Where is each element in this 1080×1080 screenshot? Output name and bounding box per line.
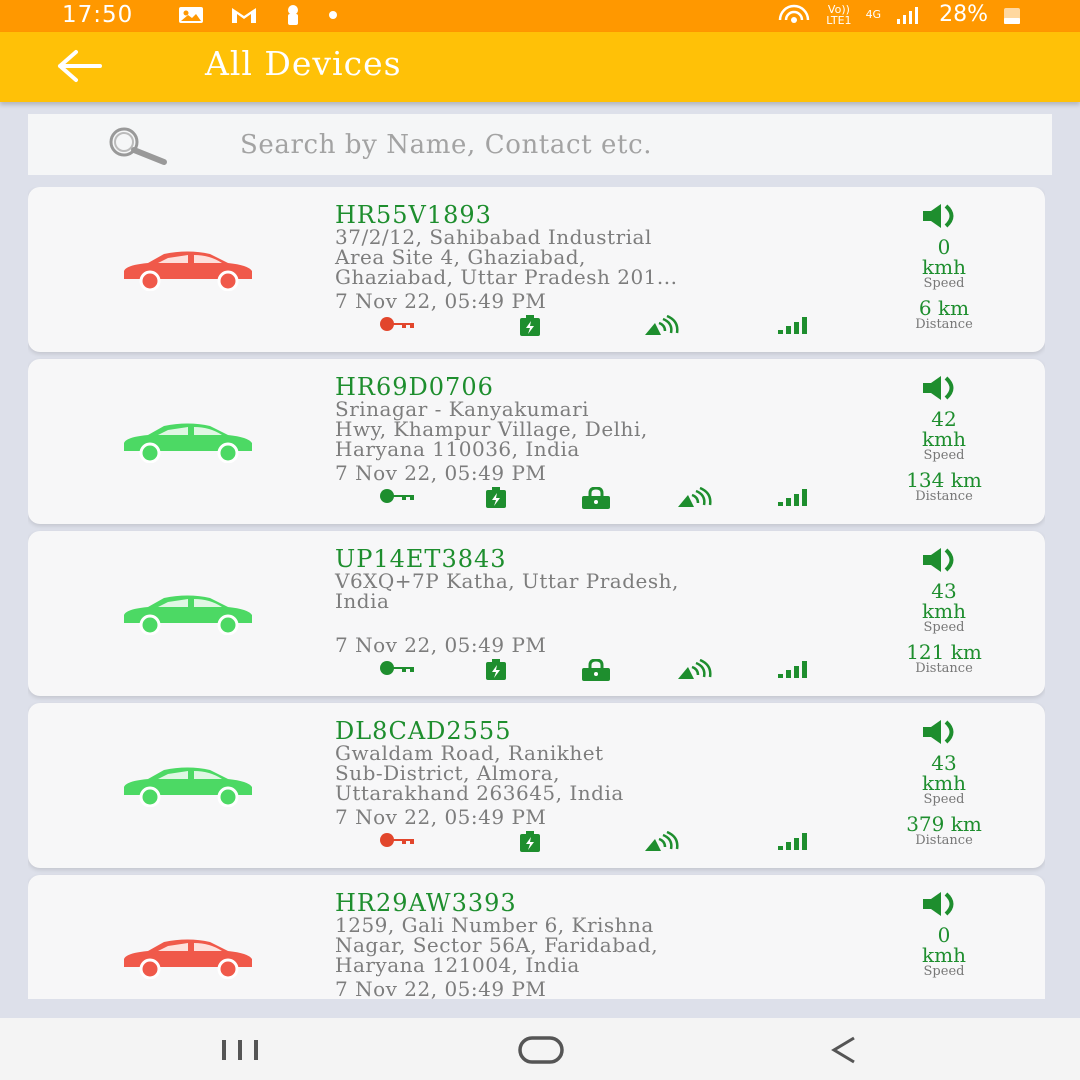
device-stats <box>876 717 1012 847</box>
device-card[interactable] <box>28 187 1045 352</box>
distance-label: Distance <box>915 661 973 676</box>
page-title: All Devices <box>205 44 402 83</box>
speaker-icon[interactable] <box>919 373 969 403</box>
device-address: V6XQ+7P Katha, Uttar Pradesh, India <box>335 569 679 613</box>
gps-signal-icon <box>643 831 681 857</box>
speaker-icon[interactable] <box>919 545 969 575</box>
gps-signal-icon <box>676 487 714 513</box>
speed-unit: kmh <box>922 427 966 451</box>
speaker-icon[interactable] <box>919 201 969 231</box>
speed-value: 0 <box>937 235 951 259</box>
ignition-key-icon <box>378 487 418 511</box>
speed-value: 43 <box>931 579 957 603</box>
arrow-left-icon <box>52 44 108 88</box>
device-address: 37/2/12, Sahibabad Industrial Area Site 4, Ghaziabad, Ghaziabad, Uttar Pradesh 201... <box>335 225 678 289</box>
device-address: Gwaldam Road, Ranikhet Sub-District, Almora, Uttarakhand 263645, India <box>335 741 624 805</box>
device-plate: HR55V1893 <box>335 201 492 229</box>
distance-label: Distance <box>915 833 973 848</box>
distance-value: 121 km <box>906 640 982 664</box>
speaker-icon[interactable] <box>919 889 969 919</box>
network-type: 4G <box>865 8 882 21</box>
device-status-icons <box>28 487 888 509</box>
network-signal-icon <box>776 487 812 511</box>
device-plate: UP14ET3843 <box>335 545 507 573</box>
speed-label: Speed <box>923 448 965 463</box>
battery-status-icon <box>484 487 508 513</box>
car-icon <box>118 765 258 807</box>
speed-label: Speed <box>923 276 965 291</box>
device-stats <box>876 201 1012 331</box>
speed-unit: kmh <box>922 599 966 623</box>
battery-percentage: 28% <box>939 2 988 27</box>
gps-signal-icon <box>643 315 681 341</box>
distance-value: 134 km <box>906 468 982 492</box>
device-card[interactable] <box>28 703 1045 868</box>
speed-value: 0 <box>937 923 951 947</box>
status-bar <box>0 0 1080 32</box>
device-card[interactable] <box>28 359 1045 524</box>
ignition-key-icon <box>378 831 418 855</box>
device-stats <box>876 373 1012 503</box>
device-list <box>28 187 1045 999</box>
battery-status-icon <box>518 315 542 341</box>
status-time: 17:50 <box>62 2 134 28</box>
system-nav-bar <box>0 1018 1080 1080</box>
device-address: Srinagar - Kanyakumari Hwy, Khampur Village, Delhi, Haryana 110036, India <box>335 397 648 461</box>
status-right <box>776 2 1022 27</box>
battery-status-icon <box>484 659 508 685</box>
device-stats <box>876 889 1012 978</box>
speed-unit: kmh <box>922 255 966 279</box>
hotspot-icon <box>776 4 812 26</box>
distance-value: 6 km <box>918 296 970 320</box>
device-plate: HR29AW3393 <box>335 889 517 917</box>
device-time: 7 Nov 22, 05:49 PM <box>335 805 547 829</box>
speed-value: 43 <box>931 751 957 775</box>
search-input[interactable] <box>238 124 1022 166</box>
network-signal-icon <box>776 831 812 855</box>
speed-unit: kmh <box>922 771 966 795</box>
battery-status-icon <box>518 831 542 857</box>
gps-signal-icon <box>676 659 714 685</box>
gallery-icon <box>178 5 204 25</box>
app-bar <box>0 32 1080 102</box>
chevron-left-icon <box>826 1032 862 1068</box>
speaker-icon[interactable] <box>919 717 969 747</box>
speed-unit: kmh <box>922 943 966 967</box>
gmail-icon <box>230 5 258 25</box>
notification-icons <box>178 4 338 26</box>
device-status-icons <box>28 659 888 681</box>
distance-label: Distance <box>915 489 973 504</box>
search-bar <box>28 114 1052 175</box>
device-status-icons <box>28 315 888 337</box>
device-plate: DL8CAD2555 <box>335 717 512 745</box>
device-status-icons <box>28 831 888 853</box>
dot-icon <box>328 10 338 20</box>
ignition-key-icon <box>378 659 418 683</box>
device-card[interactable] <box>28 531 1045 696</box>
ignition-key-icon <box>378 315 418 339</box>
car-icon <box>118 421 258 463</box>
device-time: 7 Nov 22, 05:49 PM <box>335 289 547 313</box>
battery-icon <box>1002 4 1022 26</box>
device-time: 7 Nov 22, 05:49 PM <box>335 977 547 999</box>
home-button[interactable] <box>516 1032 566 1072</box>
device-card[interactable] <box>28 875 1045 999</box>
car-icon <box>118 593 258 635</box>
lock-icon <box>580 487 612 513</box>
distance-value: 379 km <box>906 812 982 836</box>
recent-apps-button[interactable] <box>218 1032 262 1072</box>
network-signal-icon <box>776 315 812 339</box>
distance-label: Distance <box>915 317 973 332</box>
home-icon <box>516 1032 566 1068</box>
speed-value: 42 <box>931 407 957 431</box>
speed-label: Speed <box>923 620 965 635</box>
speed-label: Speed <box>923 964 965 979</box>
search-icon <box>100 126 172 166</box>
device-time: 7 Nov 22, 05:49 PM <box>335 461 547 485</box>
speed-label: Speed <box>923 792 965 807</box>
back-nav-button[interactable] <box>826 1032 862 1072</box>
lock-icon <box>580 659 612 685</box>
volte-indicator: Vo)) LTE1 <box>826 2 852 27</box>
back-button[interactable] <box>52 44 108 88</box>
device-stats <box>876 545 1012 675</box>
device-time: 7 Nov 22, 05:49 PM <box>335 633 547 657</box>
signal-icon <box>895 5 925 25</box>
network-signal-icon <box>776 659 812 683</box>
car-icon <box>118 937 258 979</box>
security-icon <box>284 4 302 26</box>
device-address: 1259, Gali Number 6, Krishna Nagar, Sector 56A, Faridabad, Haryana 121004, India <box>335 913 659 977</box>
device-plate: HR69D0706 <box>335 373 494 401</box>
car-icon <box>118 249 258 291</box>
recents-icon <box>218 1032 262 1068</box>
